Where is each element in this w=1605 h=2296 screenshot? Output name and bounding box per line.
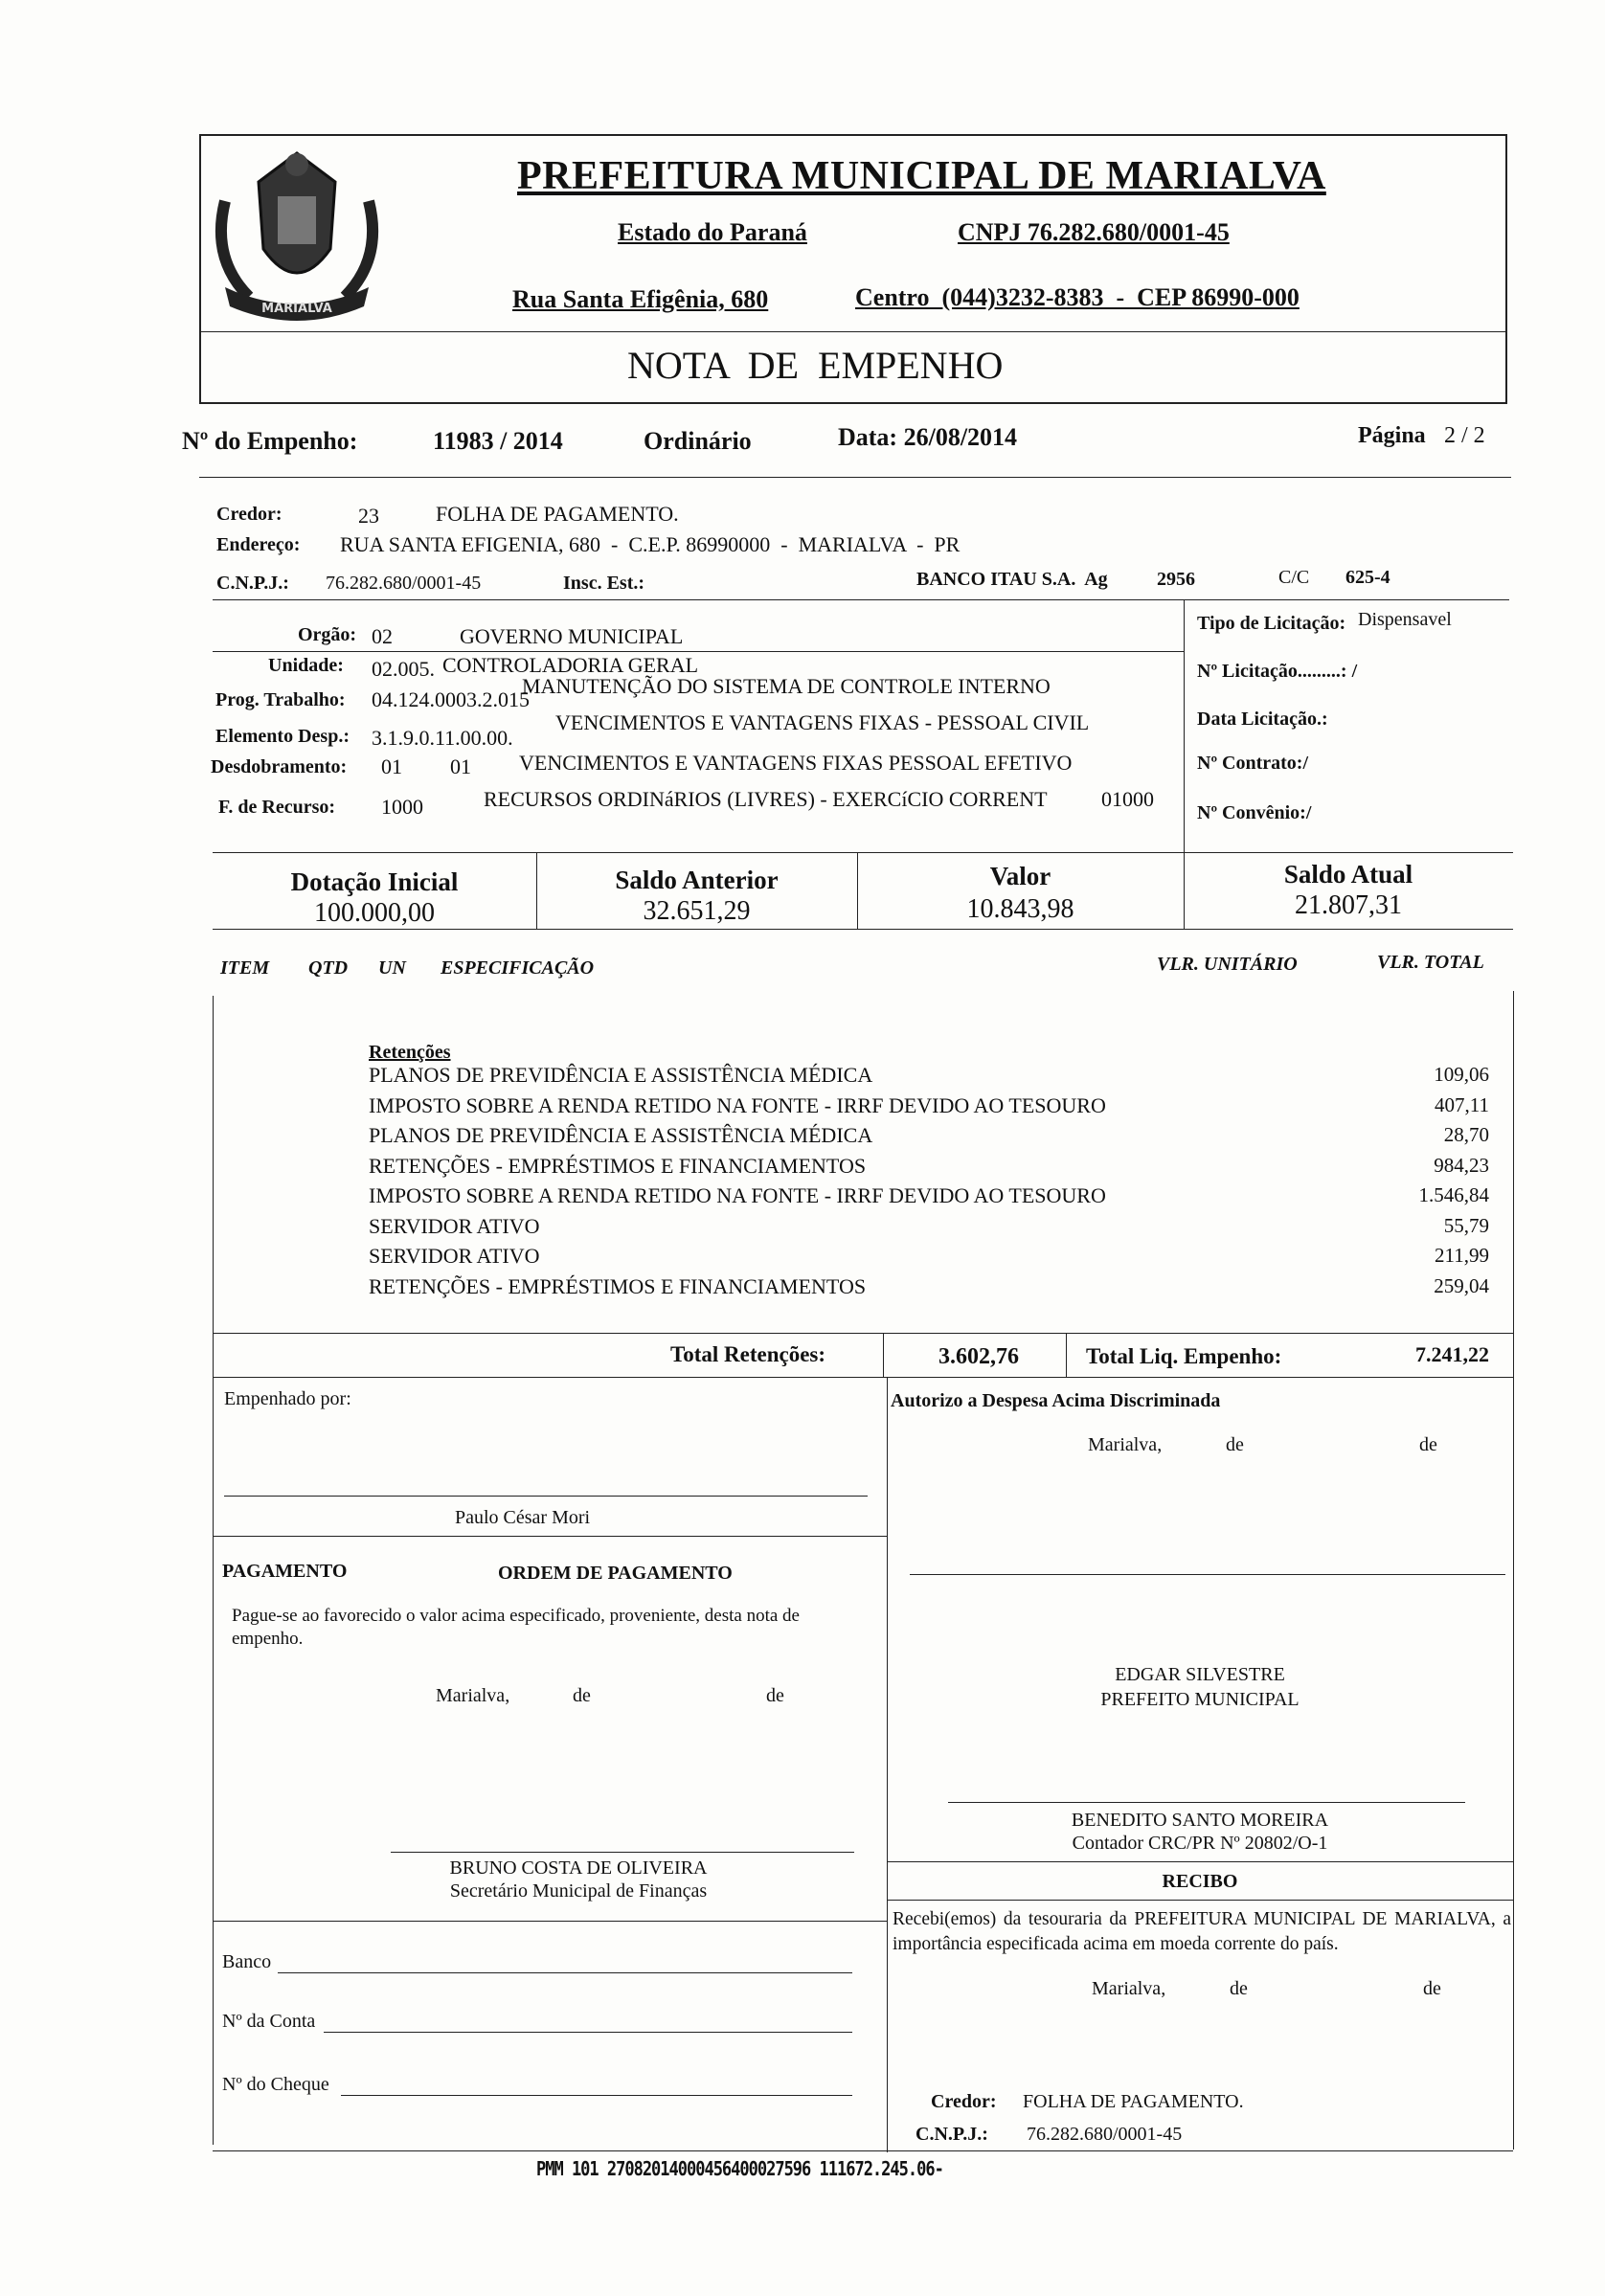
retencoes-title: Retenções <box>369 1042 451 1063</box>
saldo-atual-label: Saldo Atual <box>1283 860 1413 889</box>
list-item <box>369 1123 1499 1154</box>
recurso-label: F. de Recurso: <box>218 797 336 818</box>
recibo-local: Marialva, <box>1092 1978 1166 1999</box>
orgao-label: Orgão: <box>298 624 357 645</box>
totals-bottom-line <box>213 1377 1513 1378</box>
recibo-title-line <box>887 1900 1513 1901</box>
empenho-date: Data: 26/08/2014 <box>838 423 1018 451</box>
unidade-label: Unidade: <box>268 655 344 676</box>
conta-field-line <box>324 2032 852 2033</box>
col-vlr-total: VLR. TOTAL <box>1377 952 1484 973</box>
tipo-licitacao-value: Dispensavel <box>1358 609 1452 630</box>
total-retencoes-label: Total Retenções: <box>670 1342 826 1366</box>
numero-licitacao: Nº Licitação.........: / <box>1197 661 1358 682</box>
col-qtd: QTD <box>308 957 349 979</box>
empenhado-por-label: Empenhado por: <box>224 1388 351 1409</box>
retencao-value: 211,99 <box>1435 1244 1489 1267</box>
recibo-title: RECIBO <box>1162 1871 1238 1892</box>
elemento-name: VENCIMENTOS E VANTAGENS FIXAS - PESSOAL CIVIL <box>555 710 1090 734</box>
data-licitacao: Data Licitação.: <box>1197 709 1328 730</box>
retencao-value: 984,23 <box>1434 1153 1489 1177</box>
retencao-value: 259,04 <box>1434 1273 1489 1297</box>
recibo-credor-label: Credor: <box>931 2091 997 2112</box>
state-label: Estado do Paraná <box>618 218 807 246</box>
ordem-pagamento-label: ORDEM DE PAGAMENTO <box>498 1563 733 1584</box>
retencao-desc: PLANOS DE PREVIDÊNCIA E ASSISTÊNCIA MÉDICA <box>369 1063 873 1087</box>
empenho-type: Ordinário <box>644 427 752 455</box>
prog-code: 04.124.0003.2.015 <box>372 687 530 711</box>
elemento-label: Elemento Desp.: <box>215 726 350 747</box>
saldo-atual-value: 21.807,31 <box>1295 890 1402 920</box>
pagamento-local: Marialva, <box>436 1685 510 1706</box>
municipal-crest <box>206 144 388 335</box>
prefeito-nome: EDGAR SILVESTRE <box>1115 1664 1285 1685</box>
banco-label: Banco <box>222 1951 272 1972</box>
header-divider <box>199 331 1505 332</box>
saldo-anterior-value: 32.651,29 <box>643 896 751 926</box>
cheque-field-line <box>341 2095 852 2096</box>
cc-label: C/C <box>1278 567 1310 588</box>
autorizo-de-1: de <box>1226 1434 1244 1455</box>
valor-value: 10.843,98 <box>966 894 1074 924</box>
desdobramento-label: Desdobramento: <box>211 756 348 777</box>
header-address: Rua Santa Efigênia, 680 <box>512 285 769 313</box>
pagamento-label: PAGAMENTO <box>222 1561 348 1582</box>
authentication-stamp: PMM 101 27082014000456400027596 111672.245.06- <box>536 2158 943 2181</box>
contador-cargo: Contador CRC/PR Nº 20802/O-1 <box>1072 1833 1328 1854</box>
valor-label: Valor <box>989 862 1051 890</box>
total-liquido-value: 7.241,22 <box>1415 1342 1489 1366</box>
cnpj-label: C.N.P.J.: <box>216 573 289 594</box>
pagamento-de-2: de <box>766 1685 784 1706</box>
pagamento-de-1: de <box>573 1685 591 1706</box>
cnpj-value: 76.282.680/0001-45 <box>326 573 482 594</box>
svg-text:MARIALVA: MARIALVA <box>261 302 332 316</box>
bank-name: BANCO ITAU S.A. Ag <box>916 569 1108 590</box>
desdobramento-name: VENCIMENTOS E VANTAGENS FIXAS PESSOAL EFETIVO <box>519 751 1073 775</box>
autorizo-label: Autorizo a Despesa Acima Discriminada <box>891 1390 1221 1411</box>
banco-top-line <box>213 1921 887 1922</box>
totals-divider-2 <box>1066 1333 1067 1377</box>
items-right-border <box>1513 991 1514 2150</box>
autorizo-de-2: de <box>1419 1434 1437 1455</box>
list-item <box>369 1214 1499 1245</box>
retencao-desc: RETENÇÕES - EMPRÉSTIMOS E FINANCIAMENTOS <box>369 1273 867 1298</box>
total-liquido-label: Total Liq. Empenho: <box>1086 1344 1282 1368</box>
recurso-code: 1000 <box>381 795 423 819</box>
retencao-desc: SERVIDOR ATIVO <box>369 1213 540 1238</box>
col-item: ITEM <box>220 957 270 979</box>
footer-bottom-line <box>213 2150 1513 2151</box>
document-title: NOTA DE EMPENHO <box>627 344 1004 387</box>
elemento-code: 3.1.9.0.11.00.00. <box>372 726 513 750</box>
empenho-number: 11983 / 2014 <box>433 427 563 455</box>
totals-divider-1 <box>883 1333 884 1377</box>
secretario-nome: BRUNO COSTA DE OLIVEIRA <box>449 1857 708 1879</box>
page-number: 2 / 2 <box>1444 423 1485 448</box>
list-item <box>369 1063 1499 1093</box>
recurso-name: RECURSOS ORDINáRIOS (LIVRES) - EXERCíCIO CORRENT <box>484 787 1048 811</box>
recibo-cnpj-value: 76.282.680/0001-45 <box>1027 2124 1183 2145</box>
list-item <box>369 1274 1499 1305</box>
items-left-border <box>213 996 214 2145</box>
recibo-credor-value: FOLHA DE PAGAMENTO. <box>1023 2091 1244 2112</box>
recurso-extra: 01000 <box>1101 787 1154 811</box>
list-item <box>369 1183 1499 1214</box>
licitacao-divider <box>1184 599 1185 852</box>
unidade-code: 02.005. <box>372 657 435 681</box>
list-item <box>369 1154 1499 1184</box>
orgao-name: GOVERNO MUNICIPAL <box>460 624 684 648</box>
footer-center-divider <box>887 1377 888 2152</box>
secretario-signature-line <box>391 1852 854 1853</box>
recibo-text: Recebi(emos) da tesouraria da PREFEITURA MUNICIPAL DE MARIALVA, a importância especificada acima em moeda corrente do país. <box>893 1909 1511 1954</box>
list-item <box>369 1093 1499 1124</box>
credor-label: Credor: <box>216 504 283 525</box>
dotacao-value: 100.000,00 <box>314 898 435 928</box>
prog-name: MANUTENÇÃO DO SISTEMA DE CONTROLE INTERNO <box>522 674 1051 698</box>
empenhado-signature-line <box>224 1496 868 1497</box>
retencao-value: 1.546,84 <box>1418 1183 1489 1206</box>
retencoes-list <box>369 1063 1499 1304</box>
numero-contrato: Nº Contrato:/ <box>1197 753 1309 774</box>
unidade-name: CONTROLADORIA GERAL <box>442 653 699 677</box>
numero-convenio: Nº Convênio:/ <box>1197 802 1312 823</box>
autorizo-local: Marialva, <box>1088 1434 1163 1455</box>
balances-top-line <box>213 852 1513 853</box>
empenho-label: Nº do Empenho: <box>182 427 358 455</box>
pagamento-top-line <box>213 1536 887 1537</box>
list-item <box>369 1244 1499 1274</box>
header-contact: Centro (044)3232-8383 - CEP 86990-000 <box>855 283 1300 311</box>
retencao-value: 28,70 <box>1443 1123 1489 1146</box>
col-vlr-unitario: VLR. UNITÁRIO <box>1157 954 1298 975</box>
balances-bottom-line <box>213 929 1513 930</box>
orgao-code: 02 <box>372 624 393 648</box>
recibo-de-2: de <box>1423 1978 1441 1999</box>
page-label: Página <box>1358 423 1426 448</box>
cc-value: 625-4 <box>1345 567 1390 588</box>
insc-label: Insc. Est.: <box>563 573 645 594</box>
prog-label: Prog. Trabalho: <box>215 689 346 710</box>
retencao-value: 407,11 <box>1435 1092 1489 1116</box>
conta-label: Nº da Conta <box>222 2011 316 2032</box>
banco-field-line <box>278 1972 852 1973</box>
tipo-licitacao-label: Tipo de Licitação: <box>1197 613 1346 634</box>
meta-divider <box>199 477 1511 478</box>
dotacao-label: Dotação Inicial <box>290 867 459 896</box>
recibo-de-1: de <box>1230 1978 1248 1999</box>
page-title: PREFEITURA MUNICIPAL DE MARIALVA <box>517 154 1326 198</box>
retencao-desc: IMPOSTO SOBRE A RENDA RETIDO NA FONTE - IRRF DEVIDO AO TESOURO <box>369 1183 1106 1207</box>
pague-se-text: Pague-se ao favorecido o valor acima especificado, proveniente, desta nota de empenho. <box>232 1606 800 1649</box>
retencao-value: 55,79 <box>1443 1213 1489 1237</box>
retencao-desc: IMPOSTO SOBRE A RENDA RETIDO NA FONTE - IRRF DEVIDO AO TESOURO <box>369 1092 1106 1117</box>
credor-name: FOLHA DE PAGAMENTO. <box>436 502 679 526</box>
retencao-value: 109,06 <box>1434 1063 1489 1086</box>
budget-top-line <box>213 651 1184 652</box>
endereco-label: Endereço: <box>216 534 301 555</box>
col-un: UN <box>378 957 406 979</box>
bank-agency: 2956 <box>1157 569 1195 590</box>
recibo-top-line <box>887 1861 1513 1862</box>
total-retencoes-value: 3.602,76 <box>938 1344 1019 1369</box>
retencao-desc: PLANOS DE PREVIDÊNCIA E ASSISTÊNCIA MÉDICA <box>369 1123 873 1147</box>
retencao-desc: RETENÇÕES - EMPRÉSTIMOS E FINANCIAMENTOS <box>369 1153 867 1178</box>
desdobramento-code-2: 01 <box>450 754 471 778</box>
creditor-divider <box>213 599 1509 600</box>
credor-code: 23 <box>358 504 379 528</box>
retencao-desc: SERVIDOR ATIVO <box>369 1244 540 1268</box>
totals-top-line <box>213 1333 1513 1334</box>
saldo-anterior-label: Saldo Anterior <box>615 866 779 894</box>
prefeito-cargo: PREFEITO MUNICIPAL <box>1100 1689 1300 1710</box>
cheque-label: Nº do Cheque <box>222 2074 329 2095</box>
contador-signature-line <box>948 1802 1465 1803</box>
desdobramento-code-1: 01 <box>381 754 402 778</box>
recibo-cnpj-label: C.N.P.J.: <box>916 2124 988 2145</box>
empenhado-nome: Paulo César Mori <box>455 1507 591 1528</box>
endereco-value: RUA SANTA EFIGENIA, 680 - C.E.P. 86990000 - MARIALVA - PR <box>340 532 961 556</box>
secretario-cargo: Secretário Municipal de Finanças <box>449 1880 708 1902</box>
header-cnpj: CNPJ 76.282.680/0001-45 <box>958 218 1230 246</box>
contador-nome: BENEDITO SANTO MOREIRA <box>1071 1810 1329 1831</box>
prefeito-signature-line <box>910 1574 1505 1575</box>
col-especificacao: ESPECIFICAÇÃO <box>441 957 595 979</box>
